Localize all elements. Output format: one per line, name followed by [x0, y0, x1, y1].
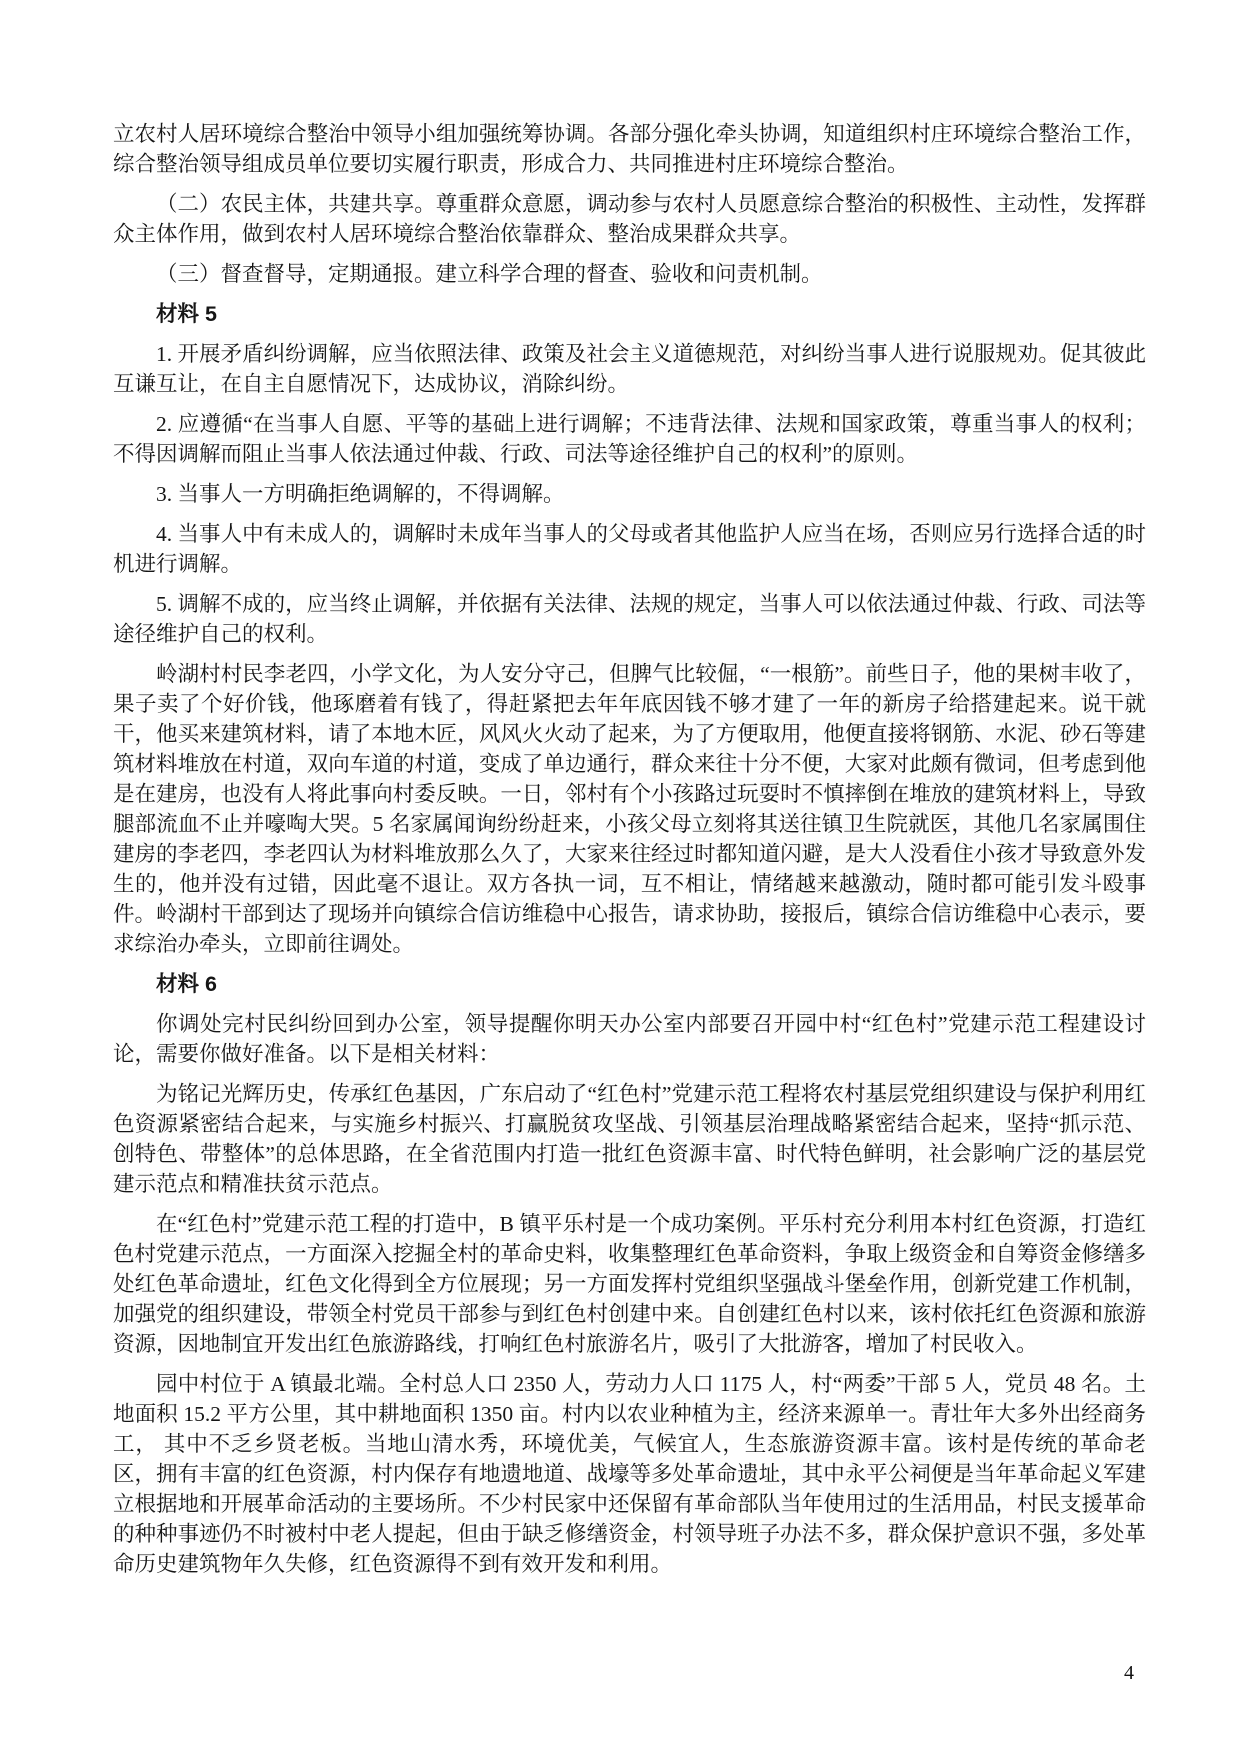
material-heading: 材料 6: [156, 972, 217, 996]
paragraph: 岭湖村村民李老四，小学文化，为人安分守己，但脾气比较倔，“一根筋”。前些日子，他的果树丰收了，果子卖了个好价钱，他琢磨着有钱了，得赶紧把去年年底因钱不够才建了一年的新房子给搭建起来。说干就干，他买来建筑材料，请了本地木匠，风风火火动了起来，为了方便取用，他便直接将钢筋、水泥、砂石等建筑材料堆放在村道，双向车道的村道，变成了单边通行，群众来往十分不便，大家对此颇有微词，但考虑到他是在建房，也没有人将此事向村委反映。一日，邻村有个小孩路过玩耍时不慎摔倒在堆放的建筑材料上，导致腿部流血不止并嚎啕大哭。5 名家属闻询纷纷赶来，小孩父母立刻将其送往镇卫生院就医，其他几名家属围住建房的李老四，李老四认为材料堆放那么久了，大家来往经过时都知道闪避，是大人没看住小孩才导致意外发生的，他并没有过错，因此毫不退让。双方各执一词，互不相让，情绪越来越激动，随时都可能引发斗殴事件。岭湖村干部到达了现场并向镇综合信访维稳中心报告，请求协助，接报后，镇综合信访维稳中心表示，要求综治办牵头，立即前往调处。: [113, 662, 1146, 956]
page-number: 4: [1124, 1662, 1134, 1684]
paragraph: 为铭记光辉历史，传承红色基因，广东启动了“红色村”党建示范工程将农村基层党组织建设与保护利用红色资源紧密结合起来，与实施乡村振兴、打赢脱贫攻坚战、引领基层治理战略紧密结合起来，坚持“抓示范、创特色、带整体”的总体思路，在全省范围内打造一批红色资源丰富、时代特色鲜明，社会影响广泛的基层党建示范点和精准扶贫示范点。: [113, 1082, 1146, 1196]
paragraph: 3. 当事人一方明确拒绝调解的，不得调解。: [156, 482, 565, 506]
paragraph: 4. 当事人中有未成人的，调解时未成年当事人的父母或者其他监护人应当在场，否则应另行选择合适的时机进行调解。: [113, 522, 1146, 576]
paragraph: （二）农民主体，共建共享。尊重群众意愿，调动参与农村人员愿意综合整治的积极性、主动性，发挥群众主体作用，做到农村人居环境综合整治依靠群众、整治成果群众共享。: [113, 192, 1146, 246]
paragraph: （三）督查督导，定期通报。建立科学合理的督查、验收和问责机制。: [156, 262, 823, 286]
paragraph: 园中村位于 A 镇最北端。全村总人口 2350 人，劳动力人口 1175 人，村“两委”干部 5 人，党员 48 名。土地面积 15.2 平方公里，其中耕地面积 1350 亩。村内以农业种植为主，经济来源单一。青壮年大多外出经商务工， 其中不乏乡贤老板。当地山清水秀，环境优美，气候宜人，生态旅游资源丰富。该村是传统的革命老区，拥有丰富的红色资源，村内保存有地遗地道、战壕等多处革命遗址，其中永平公祠便是当年革命起义军建立根据地和开展革命活动的主要场所。不少村民家中还保留有革命部队当年使用过的生活用品，村民支援革命的种种事迹仍不时被村中老人提起，但由于缺乏修缮资金，村领导班子办法不多，群众保护意识不强，多处革命历史建筑物年久失修，红色资源得不到有效开发和利用。: [113, 1372, 1146, 1576]
paragraph: 在“红色村”党建示范工程的打造中，B 镇平乐村是一个成功案例。平乐村充分利用本村红色资源，打造红色村党建示范点，一方面深入挖掘全村的革命史料，收集整理红色革命资料，争取上级资金和自筹资金修缮多处红色革命遗址，红色文化得到全方位展现；另一方面发挥村党组织坚强战斗堡垒作用，创新党建工作机制，加强党的组织建设，带领全村党员干部参与到红色村创建中来。自创建红色村以来，该村依托红色资源和旅游资源，因地制宜开发出红色旅游路线，打响红色村旅游名片，吸引了大批游客，增加了村民收入。: [113, 1212, 1146, 1356]
paragraph: 1. 开展矛盾纠纷调解，应当依照法律、政策及社会主义道德规范，对纠纷当事人进行说服规劝。促其彼此互谦互让，在自主自愿情况下，达成协议，消除纠纷。: [113, 342, 1146, 396]
paragraph: 5. 调解不成的，应当终止调解，并依据有关法律、法规的规定，当事人可以依法通过仲裁、行政、司法等途径维护自己的权利。: [113, 592, 1146, 646]
paragraph: 你调处完村民纠纷回到办公室，领导提醒你明天办公室内部要召开园中村“红色村”党建示范工程建设讨论，需要你做好准备。以下是相关材料：: [113, 1012, 1146, 1066]
material-heading: 材料 5: [156, 302, 217, 326]
document-content: [113, 119, 1146, 1589]
paragraph: 立农村人居环境综合整治中领导小组加强统筹协调。各部分强化牵头协调，知道组织村庄环境综合整治工作，综合整治领导组成员单位要切实履行职责，形成合力、共同推进村庄环境综合整治。: [113, 122, 1146, 176]
paragraph: 2. 应遵循“在当事人自愿、平等的基础上进行调解；不违背法律、法规和国家政策，尊重当事人的权利；不得因调解而阻止当事人依法通过仲裁、行政、司法等途径维护自己的权利”的原则。: [113, 412, 1146, 466]
